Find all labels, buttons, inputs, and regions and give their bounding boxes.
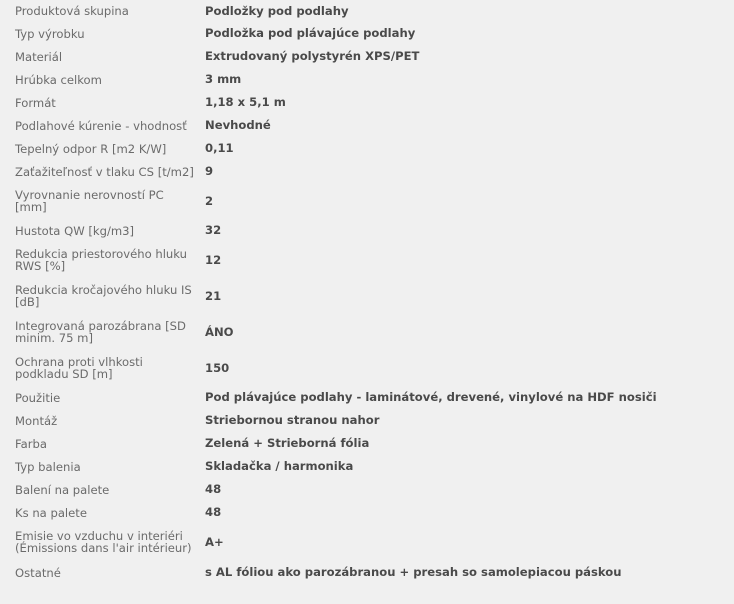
spec-label: Emisie vo vzduchu v interiéri (Émissions dans l'air intérieur) [15, 529, 192, 555]
spec-label: Tepelný odpor R [m2 K/W] [15, 141, 167, 156]
spec-value: Extrudovaný polystyrén XPS/PET [205, 49, 420, 63]
spec-row-material [0, 45, 734, 68]
spec-label: Hrúbka celkom [15, 72, 102, 87]
spec-label: Redukcia kročajového hluku IS [dB] [15, 283, 192, 309]
spec-row-package-type [0, 455, 734, 478]
spec-row-installation [0, 409, 734, 432]
spec-label: Farba [15, 436, 47, 451]
spec-label: Zaťažiteľnosť v tlaku CS [t/m2] [15, 164, 194, 179]
spec-label: Montáž [15, 413, 58, 428]
spec-label: Podlahové kúrenie - vhodnosť [15, 118, 187, 133]
spec-row-unevenness-leveling [0, 183, 734, 219]
spec-value: 3 mm [205, 72, 242, 86]
spec-row-pieces-per-pallet [0, 501, 734, 524]
spec-value: 2 [205, 193, 214, 208]
spec-label: Typ balenia [15, 459, 81, 474]
spec-value: 9 [205, 164, 214, 178]
spec-value: 32 [205, 223, 222, 237]
spec-label: Ochrana proti vlhkosti podkladu SD [m] [15, 355, 143, 381]
spec-value: 0,11 [205, 141, 234, 155]
spec-row-color [0, 432, 734, 455]
spec-label: Ks na palete [15, 505, 87, 520]
spec-row-moisture-protection [0, 350, 734, 386]
spec-value: Pod plávajúce podlahy - laminátové, drevené, vinylové na HDF nosiči [205, 390, 657, 404]
spec-value: 12 [205, 252, 222, 267]
spec-label: Vyrovnanie nerovností PC [mm] [15, 188, 164, 214]
spec-value: Striebornou stranou nahor [205, 413, 380, 427]
spec-row-other [0, 560, 734, 585]
spec-row-floor-heating [0, 114, 734, 137]
spec-value: 1,18 x 5,1 m [205, 95, 286, 109]
spec-row-indoor-emissions [0, 524, 734, 560]
spec-row-room-noise-reduction [0, 242, 734, 278]
spec-row-format [0, 91, 734, 114]
spec-row-thermal-resistance [0, 137, 734, 160]
spec-row-packages-per-pallet [0, 478, 734, 501]
spec-label: Integrovaná parozábrana [SD minim. 75 m] [15, 319, 186, 345]
spec-value: Skladačka / harmonika [205, 459, 354, 473]
spec-label: Typ výrobku [15, 26, 85, 41]
spec-value: 48 [205, 482, 222, 496]
spec-row-total-thickness [0, 68, 734, 91]
spec-value: A+ [205, 534, 224, 549]
spec-value: 21 [205, 288, 222, 303]
spec-value: 48 [205, 505, 222, 519]
spec-row-product-group [0, 0, 734, 22]
spec-label: Ostatné [15, 565, 61, 580]
spec-value: Nevhodné [205, 118, 271, 132]
spec-row-impact-noise-reduction [0, 278, 734, 314]
spec-label: Materiál [15, 49, 63, 64]
spec-row-compressive-load [0, 160, 734, 183]
spec-row-density [0, 219, 734, 242]
spec-value: 150 [205, 360, 230, 375]
spec-label: Použitie [15, 390, 61, 405]
spec-value: s AL fóliou ako parozábranou + presah so samolepiacou páskou [205, 565, 622, 579]
spec-label: Produktová skupina [15, 4, 129, 18]
spec-value: Podložky pod podlahy [205, 3, 349, 18]
spec-row-product-type [0, 22, 734, 45]
spec-row-usage [0, 386, 734, 409]
spec-label: Balení na palete [15, 482, 110, 497]
spec-value: ÁNO [205, 324, 234, 339]
spec-row-vapor-barrier [0, 314, 734, 350]
spec-label: Hustota QW [kg/m3] [15, 223, 135, 238]
spec-label: Redukcia priestorového hluku RWS [%] [15, 247, 187, 273]
spec-value: Zelená + Strieborná fólia [205, 436, 370, 450]
spec-value: Podložka pod plávajúce podlahy [205, 26, 416, 40]
spec-label: Formát [15, 95, 56, 110]
